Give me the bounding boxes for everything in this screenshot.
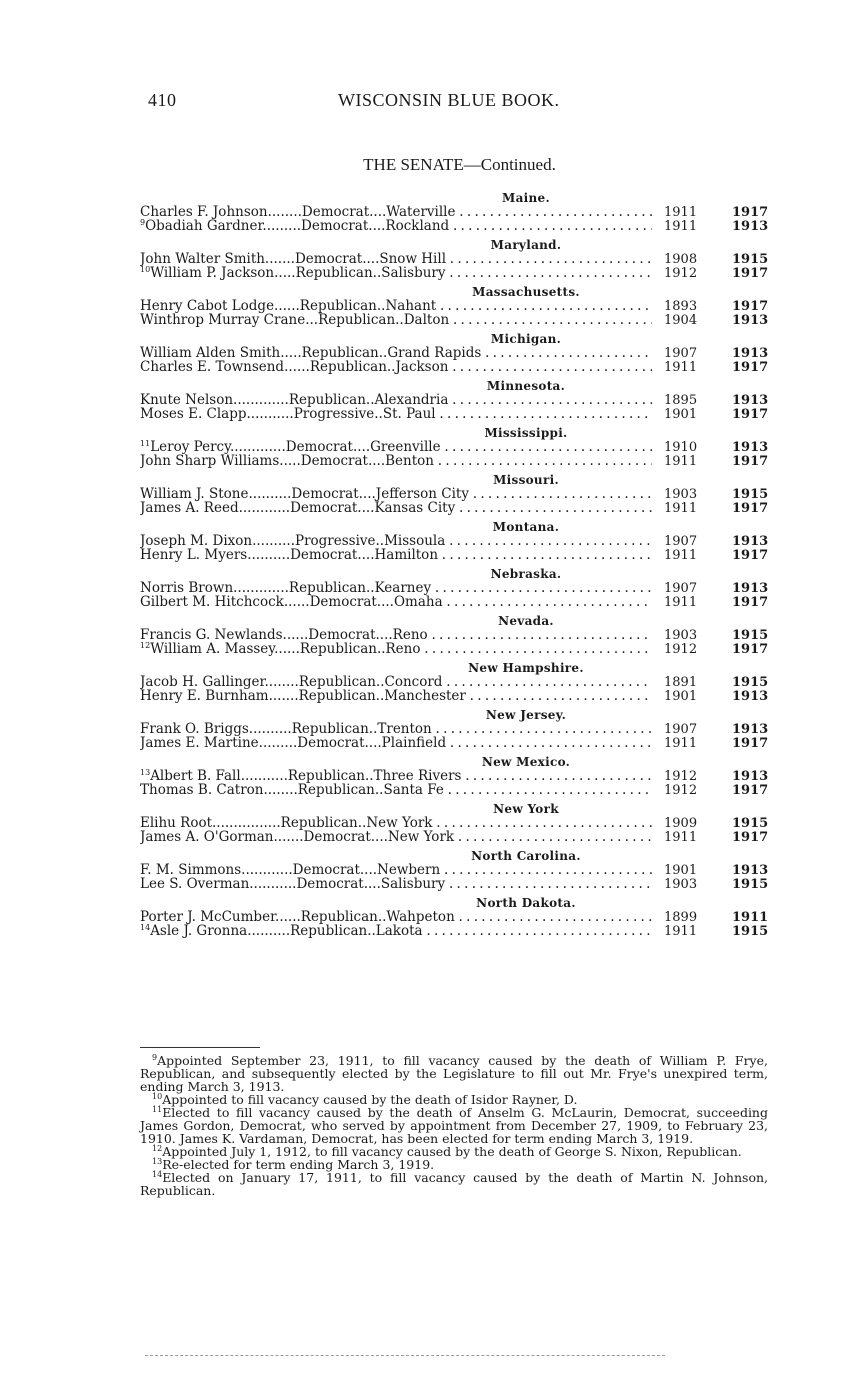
senator-entry: [140, 783, 652, 797]
footnote-number: 9: [152, 1053, 158, 1062]
senator-name-party-residence: John Walter Smith.......Democrat....Snow Hill: [140, 252, 447, 266]
term-expires: 1913: [732, 440, 769, 455]
state-section: [140, 191, 772, 233]
senator-entry: [140, 722, 652, 736]
page-number: 410: [148, 90, 177, 110]
senator-name-party-residence: Obadiah Gardner.........Democrat....Rockland: [145, 219, 450, 233]
senator-row: [140, 642, 772, 656]
term-began: 1903: [664, 628, 698, 643]
senator-entry: [140, 407, 652, 421]
term-began: 1893: [664, 299, 698, 314]
term-expires: 1917: [732, 830, 769, 845]
senator-name-party-residence: Henry E. Burnham.......Republican..Manchester: [140, 689, 466, 703]
term-began: 1911: [664, 595, 698, 610]
state-name: Missouri.: [493, 473, 559, 487]
senator-name-party-residence: James A. Reed............Democrat....Kansas City: [140, 501, 456, 515]
state-section: [140, 849, 772, 891]
senator-entry: [140, 313, 652, 327]
term-began: 1912: [664, 266, 698, 281]
term-began: 1891: [664, 675, 698, 690]
senator-entry: [140, 501, 652, 515]
term-expires: 1913: [732, 863, 769, 878]
term-expires: 1917: [732, 299, 769, 314]
senator-row: [140, 252, 772, 266]
senator-name-party-residence: Joseph M. Dixon..........Progressive..Missoula: [140, 534, 446, 548]
senator-entry: [140, 252, 652, 266]
senator-name-party-residence: Francis G. Newlands......Democrat....Reno: [140, 628, 428, 642]
term-began: 1907: [664, 581, 698, 596]
senator-entry: [140, 360, 652, 374]
term-expires: 1913: [732, 722, 769, 737]
senator-row: [140, 299, 772, 313]
state-section: [140, 802, 772, 844]
term-expires: 1913: [732, 689, 769, 704]
term-began: 1901: [664, 689, 698, 704]
senator-row: [140, 910, 772, 924]
senator-row: [140, 440, 772, 454]
term-began: 1904: [664, 313, 698, 328]
footnotes: [140, 1054, 768, 1197]
state-section: [140, 426, 772, 468]
state-section: [140, 285, 772, 327]
state-name: Nebraska.: [490, 567, 562, 581]
footnote-text: Elected on January 17, 1911, to fill vacancy caused by the death of Martin N. Johnson, Republican.: [140, 1170, 768, 1198]
state-section: [140, 238, 772, 280]
term-expires: 1913: [732, 534, 769, 549]
senator-row: [140, 877, 772, 891]
footnote-number: 14: [152, 1170, 163, 1179]
state-section: [140, 755, 772, 797]
senator-row: [140, 581, 772, 595]
senator-name-party-residence: Henry L. Myers..........Democrat....Hamilton: [140, 548, 439, 562]
term-expires: 1915: [732, 252, 769, 267]
senator-entry: [140, 440, 652, 454]
senator-entry: [140, 393, 652, 407]
state-section: [140, 708, 772, 750]
term-expires: 1913: [732, 581, 769, 596]
state-section: [140, 473, 772, 515]
term-expires: 1911: [732, 910, 769, 925]
senator-entry: [140, 628, 652, 642]
footnote-ref: 11: [140, 440, 151, 448]
state-section: [140, 896, 772, 938]
term-expires: 1917: [732, 548, 769, 563]
term-began: 1911: [664, 219, 698, 234]
senator-name-party-residence: Albert B. Fall...........Republican..Three Rivers: [150, 769, 462, 783]
senator-row: [140, 454, 772, 468]
term-began: 1901: [664, 407, 698, 422]
term-expires: 1917: [732, 783, 769, 798]
footnote: [140, 1054, 768, 1093]
term-began: 1912: [664, 769, 698, 784]
senator-name-party-residence: Frank O. Briggs..........Republican..Trenton: [140, 722, 432, 736]
senator-name-party-residence: Gilbert M. Hitchcock......Democrat....Omaha: [140, 595, 443, 609]
senator-row: [140, 501, 772, 515]
state-name: Maine.: [502, 191, 550, 205]
footnote-number: 11: [152, 1105, 163, 1114]
senator-entry: [140, 736, 652, 750]
state-name: Minnesota.: [486, 379, 566, 393]
term-expires: 1913: [732, 769, 769, 784]
term-began: 1911: [664, 454, 698, 469]
footnote-number: 12: [152, 1144, 163, 1153]
state-name: New Hampshire.: [468, 661, 584, 675]
term-began: 1910: [664, 440, 698, 455]
term-expires: 1915: [732, 924, 769, 939]
senator-name-party-residence: Moses E. Clapp...........Progressive..St. Paul: [140, 407, 436, 421]
senator-row: [140, 205, 772, 219]
term-began: 1911: [664, 501, 698, 516]
footnote-ref: 9: [140, 219, 146, 227]
state-name: New Mexico.: [481, 755, 571, 769]
senator-entry: [140, 642, 652, 656]
term-expires: 1917: [732, 501, 769, 516]
senator-name-party-residence: William Alden Smith.....Republican..Grand Rapids: [140, 346, 482, 360]
senator-name-party-residence: Charles F. Johnson........Democrat....Waterville: [140, 205, 456, 219]
term-expires: 1913: [732, 219, 769, 234]
term-expires: 1917: [732, 266, 769, 281]
senator-name-party-residence: James E. Martine.........Democrat....Plainfield: [140, 736, 447, 750]
term-began: 1911: [664, 830, 698, 845]
senator-entry: [140, 219, 652, 233]
state-name: Nevada.: [498, 614, 554, 628]
senator-name-party-residence: Asle J. Gronna..........Republican..Lakota: [150, 924, 423, 938]
term-began: 1907: [664, 722, 698, 737]
senator-row: [140, 548, 772, 562]
term-began: 1903: [664, 487, 698, 502]
state-name: New Jersey.: [485, 708, 567, 722]
senator-entry: [140, 454, 652, 468]
senator-row: [140, 816, 772, 830]
senator-row: [140, 393, 772, 407]
term-began: 1907: [664, 346, 698, 361]
term-began: 1907: [664, 534, 698, 549]
senator-name-party-residence: Lee S. Overman...........Democrat....Salisbury: [140, 877, 446, 891]
term-expires: 1917: [732, 595, 769, 610]
senator-row: [140, 783, 772, 797]
senator-entry: [140, 816, 652, 830]
term-expires: 1913: [732, 346, 769, 361]
term-began: 1911: [664, 924, 698, 939]
senator-entry: [140, 769, 652, 783]
senator-name-party-residence: Thomas B. Catron........Republican..Santa Fe: [140, 783, 444, 797]
senator-name-party-residence: James A. O'Gorman.......Democrat....New York: [140, 830, 455, 844]
term-began: 1909: [664, 816, 698, 831]
term-expires: 1915: [732, 628, 769, 643]
senator-entry: [140, 910, 652, 924]
state-section: [140, 567, 772, 609]
term-began: 1911: [664, 360, 698, 375]
senator-name-party-residence: Winthrop Murray Crane...Republican..Dalton: [140, 313, 450, 327]
term-expires: 1917: [732, 454, 769, 469]
senator-name-party-residence: Elihu Root................Republican..New York: [140, 816, 433, 830]
footnote-text: Appointed July 1, 1912, to fill vacancy caused by the death of George S. Nixon, Republican.: [162, 1144, 742, 1159]
senator-name-party-residence: John Sharp Williams.....Democrat....Benton: [140, 454, 434, 468]
senator-entry: [140, 548, 652, 562]
senator-row: [140, 830, 772, 844]
senator-entry: [140, 346, 652, 360]
term-expires: 1915: [732, 675, 769, 690]
senator-entry: [140, 877, 652, 891]
senator-row: [140, 360, 772, 374]
senator-row: [140, 675, 772, 689]
state-name: Michigan.: [490, 332, 562, 346]
senator-row: [140, 266, 772, 280]
term-expires: 1917: [732, 736, 769, 751]
senator-name-party-residence: William P. Jackson.....Republican..Salisbury: [150, 266, 446, 280]
senator-row: [140, 313, 772, 327]
senator-name-party-residence: Porter J. McCumber......Republican..Wahpeton: [140, 910, 455, 924]
term-began: 1911: [664, 736, 698, 751]
senator-entry: [140, 595, 652, 609]
senator-name-party-residence: William J. Stone..........Democrat....Jefferson City: [140, 487, 469, 501]
term-began: 1908: [664, 252, 698, 267]
senator-row: [140, 407, 772, 421]
state-name: Mississippi.: [484, 426, 568, 440]
section-title: THE SENATE—Continued.: [363, 155, 556, 174]
term-began: 1895: [664, 393, 698, 408]
senator-row: [140, 736, 772, 750]
term-began: 1912: [664, 783, 698, 798]
term-expires: 1917: [732, 360, 769, 375]
senator-name-party-residence: Charles E. Townsend......Republican..Jackson: [140, 360, 449, 374]
footnote-ref: 14: [140, 924, 151, 932]
footnote-number: 10: [152, 1092, 163, 1101]
footnote-rule: [140, 1047, 260, 1048]
senator-row: [140, 487, 772, 501]
term-expires: 1917: [732, 407, 769, 422]
senator-entry: [140, 581, 652, 595]
footnote-text: Elected to fill vacancy caused by the death of Anselm G. McLaurin, Democrat, succeeding James Gordon, Democrat, who served by appointment from December 27, 1909, to February 23, 1910. James K. Vardaman, Democrat, has been elected for term ending March 3, 1919.: [140, 1105, 768, 1146]
senator-entry: [140, 534, 652, 548]
senator-name-party-residence: Norris Brown.............Republican..Kearney: [140, 581, 432, 595]
senator-entry: [140, 863, 652, 877]
footnote-ref: 12: [140, 642, 151, 650]
state-section: [140, 614, 772, 656]
footnote-text: Appointed September 23, 1911, to fill vacancy caused by the death of William P. Frye, Republican, and subsequently elected by the Legislature to fill out Mr. Frye's unexpired term, ending March 3, 1913.: [140, 1053, 768, 1094]
senator-entry: [140, 830, 652, 844]
term-began: 1901: [664, 863, 698, 878]
senator-row: [140, 863, 772, 877]
senators-list: [140, 191, 772, 943]
senator-name-party-residence: William A. Massey......Republican..Reno: [150, 642, 421, 656]
term-began: 1911: [664, 205, 698, 220]
footnote: [140, 1171, 768, 1197]
senator-name-party-residence: Henry Cabot Lodge......Republican..Nahant: [140, 299, 437, 313]
senator-entry: [140, 487, 652, 501]
page-header: [148, 90, 768, 116]
footnote-ref: 13: [140, 769, 151, 777]
state-section: [140, 520, 772, 562]
state-name: North Carolina.: [471, 849, 581, 863]
term-expires: 1915: [732, 816, 769, 831]
senator-row: [140, 219, 772, 233]
footnote-ref: 10: [140, 266, 151, 274]
senator-name-party-residence: Jacob H. Gallinger........Republican..Concord: [140, 675, 443, 689]
term-expires: 1915: [732, 877, 769, 892]
term-expires: 1917: [732, 205, 769, 220]
term-began: 1912: [664, 642, 698, 657]
term-began: 1903: [664, 877, 698, 892]
page-bottom-mark: [145, 1355, 665, 1356]
senator-entry: [140, 299, 652, 313]
senator-entry: [140, 689, 652, 703]
state-section: [140, 379, 772, 421]
footnote-text: Re-elected for term ending March 3, 1919.: [162, 1157, 435, 1172]
state-section: [140, 661, 772, 703]
senator-row: [140, 722, 772, 736]
senator-name-party-residence: Leroy Percy.............Democrat....Greenville: [150, 440, 441, 454]
senator-row: [140, 534, 772, 548]
term-expires: 1913: [732, 313, 769, 328]
state-name: North Dakota.: [476, 896, 576, 910]
book-title: WISCONSIN BLUE BOOK.: [338, 90, 560, 110]
state-name: Massachusetts.: [472, 285, 580, 299]
senator-row: [140, 595, 772, 609]
footnote-text: Appointed to fill vacancy caused by the death of Isidor Rayner, D.: [162, 1092, 578, 1107]
senator-name-party-residence: F. M. Simmons............Democrat....Newbern: [140, 863, 441, 877]
term-began: 1899: [664, 910, 698, 925]
term-began: 1911: [664, 548, 698, 563]
senator-row: [140, 769, 772, 783]
state-name: Montana.: [492, 520, 560, 534]
footnote: [140, 1106, 768, 1145]
senator-entry: [140, 675, 652, 689]
term-expires: 1913: [732, 393, 769, 408]
senator-row: [140, 924, 772, 938]
state-name: Maryland.: [490, 238, 562, 252]
state-name: New York: [493, 802, 559, 816]
term-expires: 1917: [732, 642, 769, 657]
senator-row: [140, 628, 772, 642]
senator-name-party-residence: Knute Nelson.............Republican..Alexandria: [140, 393, 449, 407]
senator-entry: [140, 205, 652, 219]
senator-entry: [140, 266, 652, 280]
senator-row: [140, 346, 772, 360]
footnote-number: 13: [152, 1157, 163, 1166]
term-expires: 1915: [732, 487, 769, 502]
state-section: [140, 332, 772, 374]
senator-row: [140, 689, 772, 703]
senator-entry: [140, 924, 652, 938]
